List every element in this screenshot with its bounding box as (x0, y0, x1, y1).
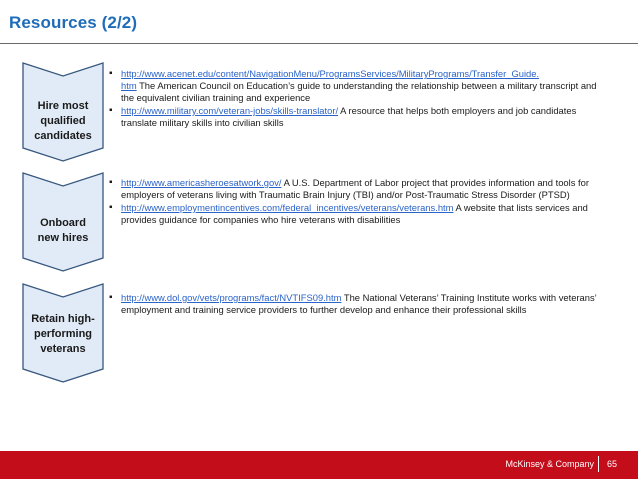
chevron-label-line: Onboard (40, 217, 86, 229)
resource-description: A U.S. Department of Labor project that provides information and tools for employers of veterans living with Traumatic Brain Injury (TBI) and/or Post-Traumatic Stress Disorder (PTSD) (121, 177, 589, 200)
chevron-onboard-new-hires (22, 172, 104, 272)
resource-link[interactable]: http://www.dol.gov/vets/programs/fact/NVTIFS09.htm (121, 292, 342, 303)
resource-item (109, 68, 609, 104)
resource-description: A resource that helps both employers and job candidates translate military skills into civilian skills (121, 105, 577, 128)
footer-company: McKinsey & Company (505, 459, 594, 469)
resource-item (109, 202, 609, 226)
resource-description: The American Council on Education’s guide to understanding the relationship between a military transcript and the equivalent civilian training and experience (121, 80, 597, 103)
chevron-label-line: Hire most (37, 100, 89, 112)
resource-item (109, 105, 609, 129)
resource-item (109, 177, 609, 201)
bullet-icon: ▪ (109, 68, 113, 79)
resource-link[interactable]: http://www.employmentincentives.com/federal_incentives/veterans/veterans.htm (121, 202, 454, 213)
footer-separator (598, 456, 599, 472)
resource-description: The National Veterans’ Training Institute works with veterans’ employment and training service providers to further develop and enhance their professional skills (121, 292, 597, 315)
bullet-icon: ▪ (109, 202, 113, 213)
resource-link-continued[interactable]: htm (121, 80, 137, 91)
chevron-label-line: qualified (40, 115, 86, 127)
resource-list-hire (109, 68, 609, 130)
resource-description: A website that lists services and provides guidance for companies who hire veterans with disabilities (121, 202, 588, 225)
chevron-label-line: veterans (40, 343, 86, 355)
title-divider (0, 43, 638, 44)
resource-link[interactable]: http://www.acenet.edu/content/NavigationMenu/ProgramsServices/MilitaryPrograms/Transfer_Guide. (121, 68, 540, 79)
resource-link[interactable]: http://www.military.com/veteran-jobs/skills-translator/ (121, 105, 339, 116)
resource-list-retain (109, 292, 609, 317)
resource-link[interactable]: http://www.americasheroesatwork.gov/ (121, 177, 282, 188)
resource-item (109, 292, 609, 316)
chevron-label-line: performing (33, 328, 93, 340)
chevron-label-line: new hires (37, 232, 89, 244)
page-title: Resources (2/2) (9, 13, 138, 32)
bullet-icon: ▪ (109, 105, 113, 116)
resource-list-onboard (109, 177, 609, 227)
bullet-icon: ▪ (109, 177, 113, 188)
chevron-label-line: candidates (34, 130, 92, 142)
page-number: 65 (607, 459, 618, 469)
chevron-label (22, 312, 104, 357)
chevron-label-line: Retain high- (31, 313, 95, 325)
chevron-retain-high-performing-veterans (22, 283, 104, 383)
chevron-label (22, 99, 104, 144)
chevron-hire-most-qualified (22, 62, 104, 162)
bullet-icon: ▪ (109, 292, 113, 303)
chevron-label (22, 216, 104, 246)
